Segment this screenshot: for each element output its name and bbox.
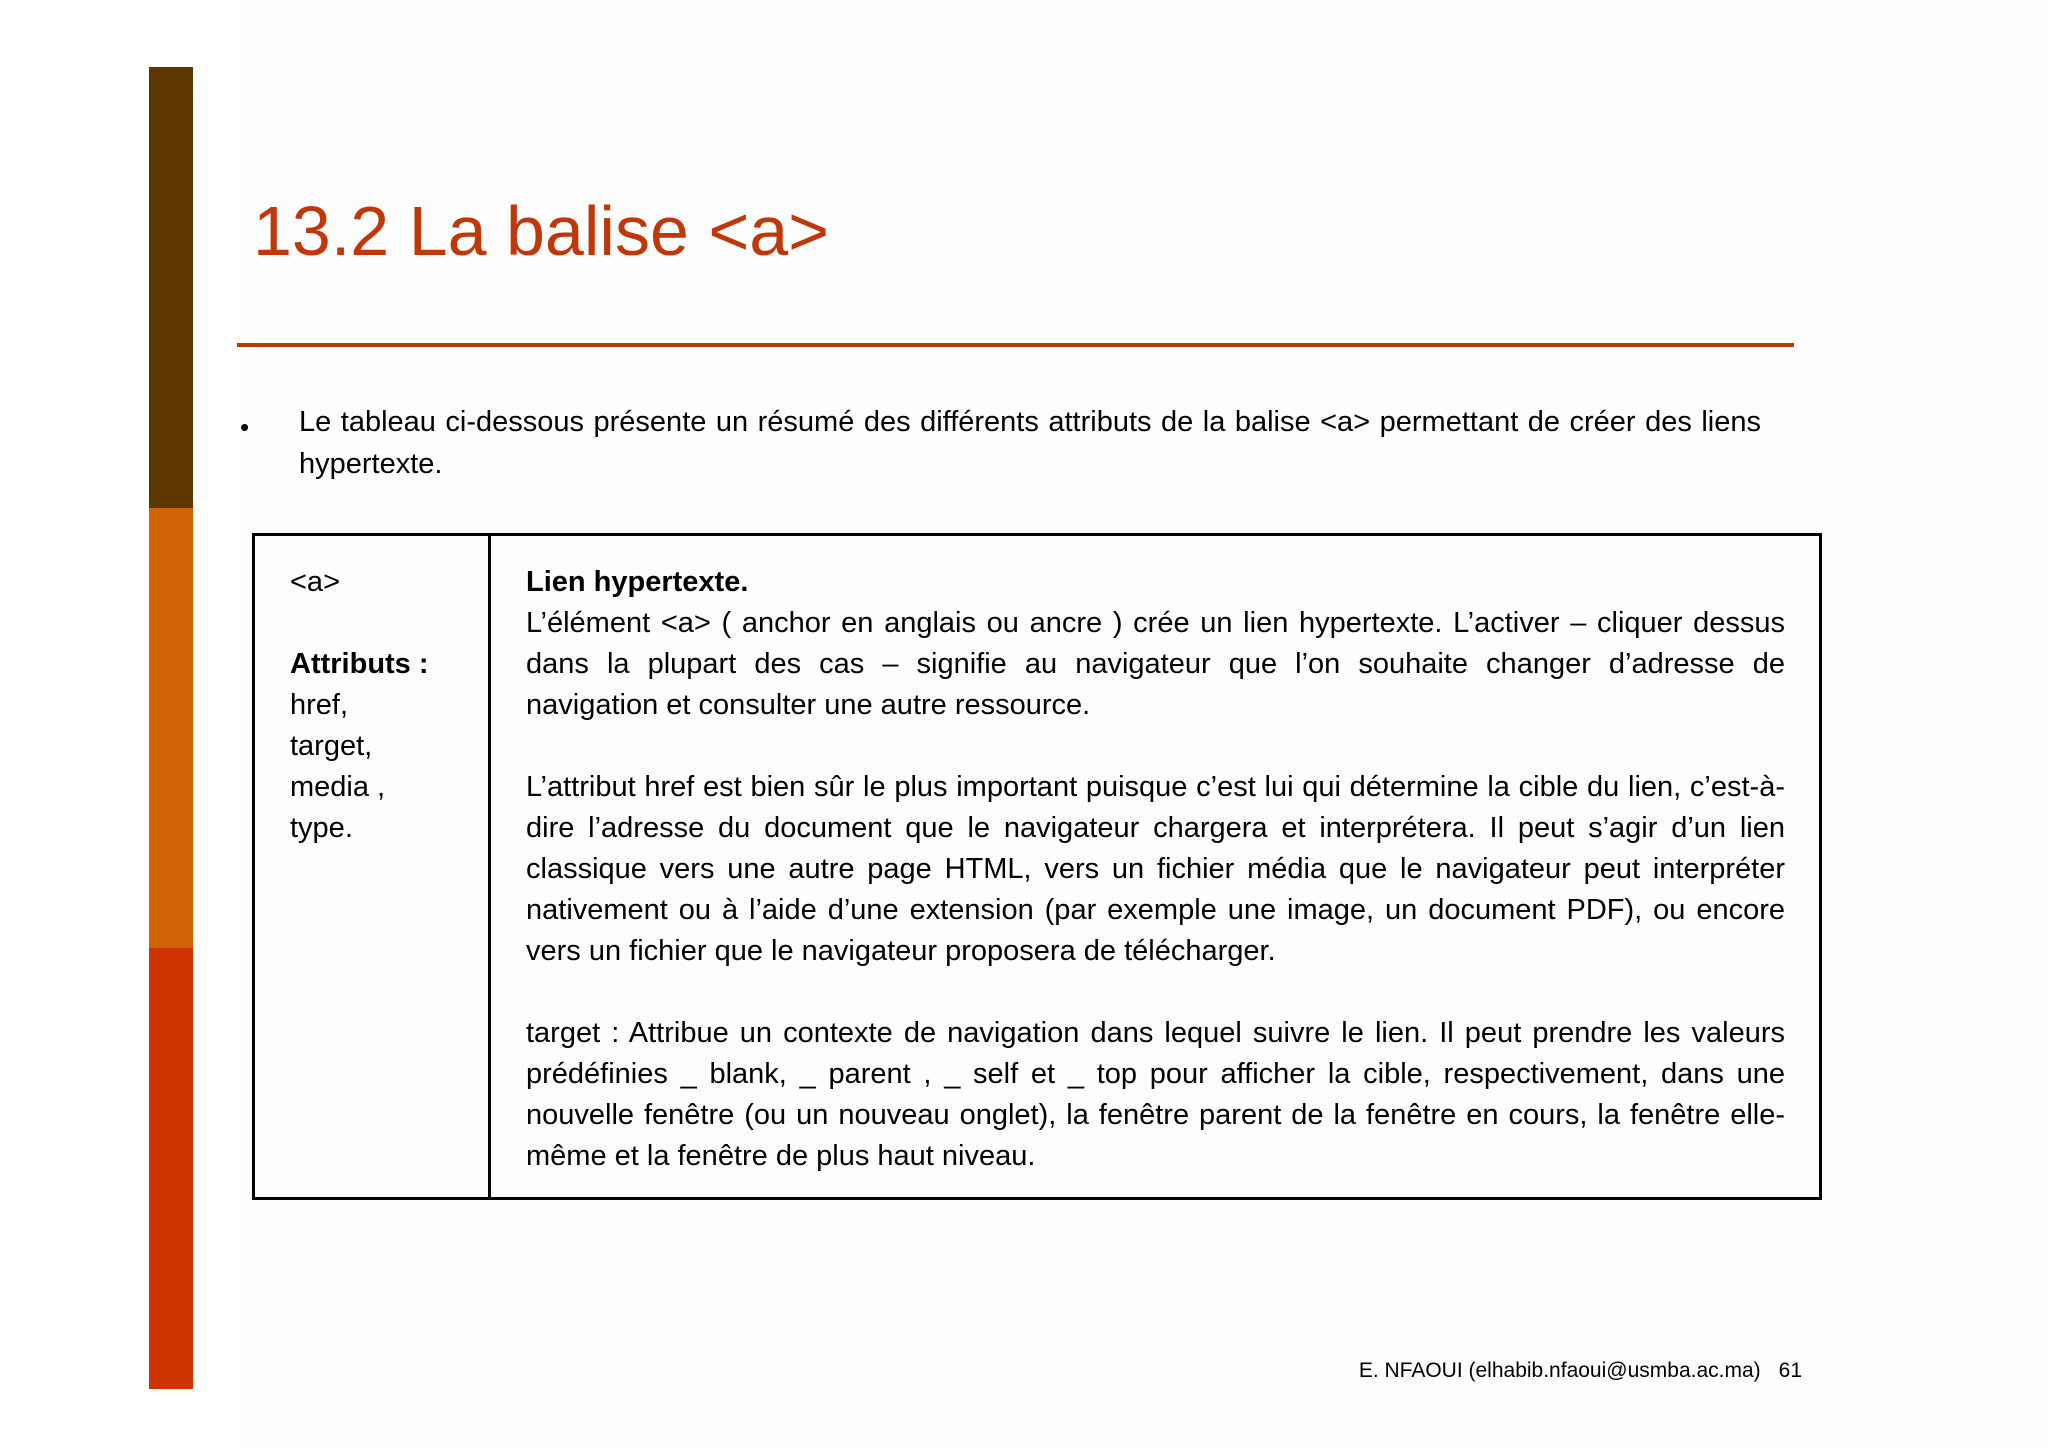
slide-footer: [1359, 1356, 1802, 1386]
accent-bar-top: [149, 67, 193, 508]
attribute-item: type.: [290, 812, 353, 844]
attribute-item: href,: [290, 689, 349, 721]
description-heading: Lien hypertexte.: [526, 566, 749, 598]
attributes-table: [252, 533, 1822, 1200]
attribute-item: media ,: [290, 771, 386, 803]
footer-author: E. NFAOUI (elhabib.nfaoui@usmba.ac.ma): [1358, 1359, 1761, 1382]
attribute-item: target,: [290, 730, 373, 762]
title-underline: [237, 343, 1794, 347]
description-paragraph: L’attribut href est bien sûr le plus important puisque c’est lui qui détermine la cible du lien, c’est-à-dire l’adresse du document que le navigateur chargera et interprétera. Il peut s’agir d’un lien classique vers une autre page HTML, vers un fichier média que le navigateur peut interpréter nativement ou à l’aide d’une extension (par exemple une image, un document PDF), ou encore vers un fichier que le navigateur proposera de télécharger.: [526, 771, 1785, 967]
accent-bar-middle: [149, 508, 193, 948]
slide-title: 13.2 La balise <a>: [253, 192, 830, 270]
accent-bar-bottom: [149, 948, 193, 1389]
tag-name: <a>: [290, 566, 340, 598]
spacer: [526, 972, 1785, 1013]
attributes-heading: Attributs :: [290, 648, 429, 680]
spacer: [526, 726, 1785, 767]
table-right-column: [491, 536, 1819, 1197]
table-left-column: [255, 536, 491, 1197]
bullet-text: Le tableau ci-dessous présente un résumé des différents attributs de la balise <a> permettant de créer des liens hypertexte.: [299, 406, 1761, 480]
description-paragraph: target : Attribue un contexte de navigation dans lequel suivre le lien. Il peut prendre les valeurs prédéfinies _ blank, _ parent , _ self et _ top pour afficher la cible, respectivement, dans une nouvelle fenêtre (ou un nouveau onglet), la fenêtre parent de la fenêtre en cours, la fenêtre elle-même et la fenêtre de plus haut niveau.: [526, 1017, 1785, 1172]
description-paragraph: L’élément <a> ( anchor en anglais ou ancre ) crée un lien hypertexte. L’activer – cliquer dessus dans la plupart des cas – signifie au navigateur que l’on souhaite changer d’adresse de navigation et consulter une autre ressource.: [526, 607, 1785, 721]
spacer: [290, 603, 488, 644]
page-number: 61: [1778, 1359, 1802, 1382]
bullet-marker: •: [240, 412, 250, 442]
